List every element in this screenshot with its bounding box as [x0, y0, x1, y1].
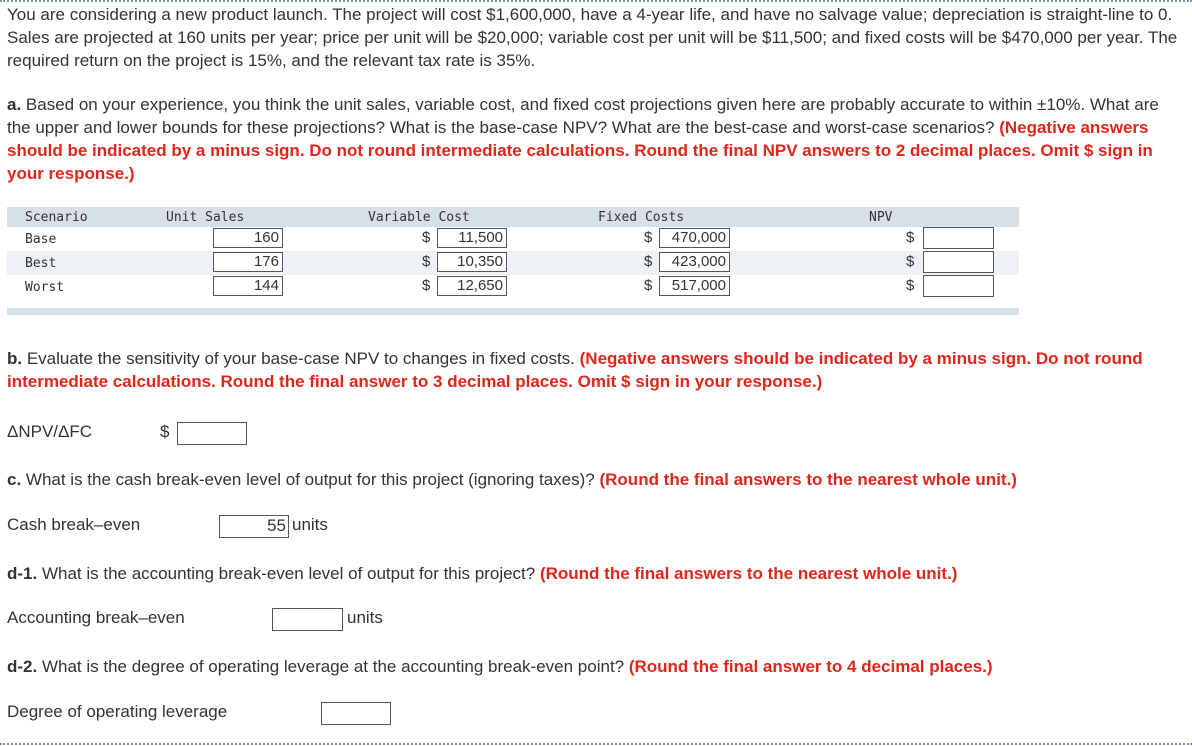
problem-intro: You are considering a new product launch. The project will cost $1,600,000, have a 4-year life, and have no salvage value; depreciation is straight-line to 0. Sales are projected at 160 units per year; price per unit will be $20,000; variable cost per unit will be $11,500; and fixed costs will be $470,000 per year. The required return on the project is 15%, and the relevant tax rate is 35%. — [7, 5, 1178, 70]
part-d1-text: What is the accounting break-even level of output for this project? — [37, 564, 540, 583]
part-a-text: Based on your experience, you think the unit sales, variable cost, and fixed cost projections given here are probably accurate to within ±10%. What are the upper and lower bounds for these projections? What is the base-case NPV? What are the best-case and worst-case scenarios? — [7, 95, 1159, 137]
currency-symbol: $ — [422, 253, 431, 270]
part-d2-label: d-2. — [7, 657, 38, 676]
part-d1-question — [7, 562, 1187, 585]
currency-symbol: $ — [906, 253, 915, 270]
fixed-costs-field[interactable]: 470,000 — [659, 228, 730, 248]
table-header — [7, 207, 1019, 227]
currency-symbol: $ — [644, 229, 653, 246]
currency-symbol: $ — [160, 422, 170, 441]
part-c-label: c. — [7, 470, 22, 489]
part-d2-instruction: (Round the final answer to 4 decimal places.) — [628, 657, 993, 676]
npv-worst-input[interactable] — [923, 275, 994, 297]
variable-cost-field[interactable]: 11,500 — [437, 228, 507, 248]
top-divider — [0, 0, 1192, 2]
table-footer — [7, 308, 1019, 315]
header-npv: NPV — [869, 210, 893, 225]
dol-input[interactable] — [321, 702, 391, 725]
bottom-divider — [0, 743, 1192, 745]
variable-cost-field[interactable]: 10,350 — [437, 252, 507, 272]
table-row-band — [7, 251, 1019, 275]
header-variable-cost: Variable Cost — [368, 210, 470, 225]
part-d1-label: d-1. — [7, 564, 38, 583]
variable-cost-field[interactable]: 12,650 — [437, 276, 507, 296]
scenario-table — [7, 207, 1019, 315]
scenario-name: Worst — [25, 280, 65, 295]
part-b-label: b. — [7, 349, 23, 368]
cash-breakeven-input[interactable]: 55 — [219, 515, 289, 538]
part-b-text: Evaluate the sensitivity of your base-case NPV to changes in fixed costs. — [22, 349, 580, 368]
part-c-question — [7, 468, 1187, 491]
part-d2-question — [7, 655, 1187, 678]
scenario-name: Base — [25, 232, 57, 247]
npv-best-input[interactable] — [923, 251, 994, 273]
currency-symbol: $ — [422, 229, 431, 246]
part-b-question — [7, 347, 1187, 393]
scenario-name: Best — [25, 256, 57, 271]
dol-label: Degree of operating leverage — [7, 702, 228, 721]
cash-breakeven-unit: units — [292, 515, 328, 534]
currency-symbol: $ — [422, 277, 431, 294]
accounting-breakeven-unit: units — [347, 608, 383, 627]
npv-base-input[interactable] — [923, 227, 994, 249]
part-c-text: What is the cash break-even level of output for this project (ignoring taxes)? — [21, 470, 600, 489]
fixed-costs-field[interactable]: 517,000 — [659, 276, 730, 296]
part-d1-instruction: (Round the final answers to the nearest whole unit.) — [539, 564, 958, 583]
currency-symbol: $ — [644, 253, 653, 270]
delta-npv-input[interactable] — [177, 422, 247, 445]
currency-symbol: $ — [644, 277, 653, 294]
part-b-instruction: (Negative answers should be indicated by a minus sign. Do not round intermediate calculations. Round the final answer to 3 decimal places. Omit $ sign in your response.) — [7, 349, 1143, 391]
unit-sales-field[interactable]: 160 — [213, 228, 283, 248]
fixed-costs-field[interactable]: 423,000 — [659, 252, 730, 272]
accounting-breakeven-input[interactable] — [272, 608, 343, 631]
currency-symbol: $ — [906, 277, 915, 294]
delta-npv-label: ΔNPV/ΔFC — [7, 422, 93, 441]
header-fixed-costs: Fixed Costs — [598, 210, 685, 225]
part-a-question — [7, 93, 1187, 185]
part-a-label: a. — [7, 95, 22, 114]
header-scenario: Scenario — [25, 210, 88, 225]
unit-sales-field[interactable]: 144 — [213, 276, 283, 296]
currency-symbol: $ — [906, 229, 915, 246]
part-d2-text: What is the degree of operating leverage at the accounting break-even point? — [37, 657, 629, 676]
part-c-instruction: (Round the final answers to the nearest whole unit.) — [599, 470, 1017, 489]
unit-sales-field[interactable]: 176 — [213, 252, 283, 272]
header-unit-sales: Unit Sales — [166, 210, 245, 225]
cash-breakeven-label: Cash break–even — [7, 515, 141, 534]
part-a-instruction: (Negative answers should be indicated by a minus sign. Do not round intermediate calculations. Round the final NPV answers to 2 decimal places. Omit $ sign in your response.) — [7, 118, 1153, 183]
accounting-breakeven-label: Accounting break–even — [7, 608, 185, 627]
